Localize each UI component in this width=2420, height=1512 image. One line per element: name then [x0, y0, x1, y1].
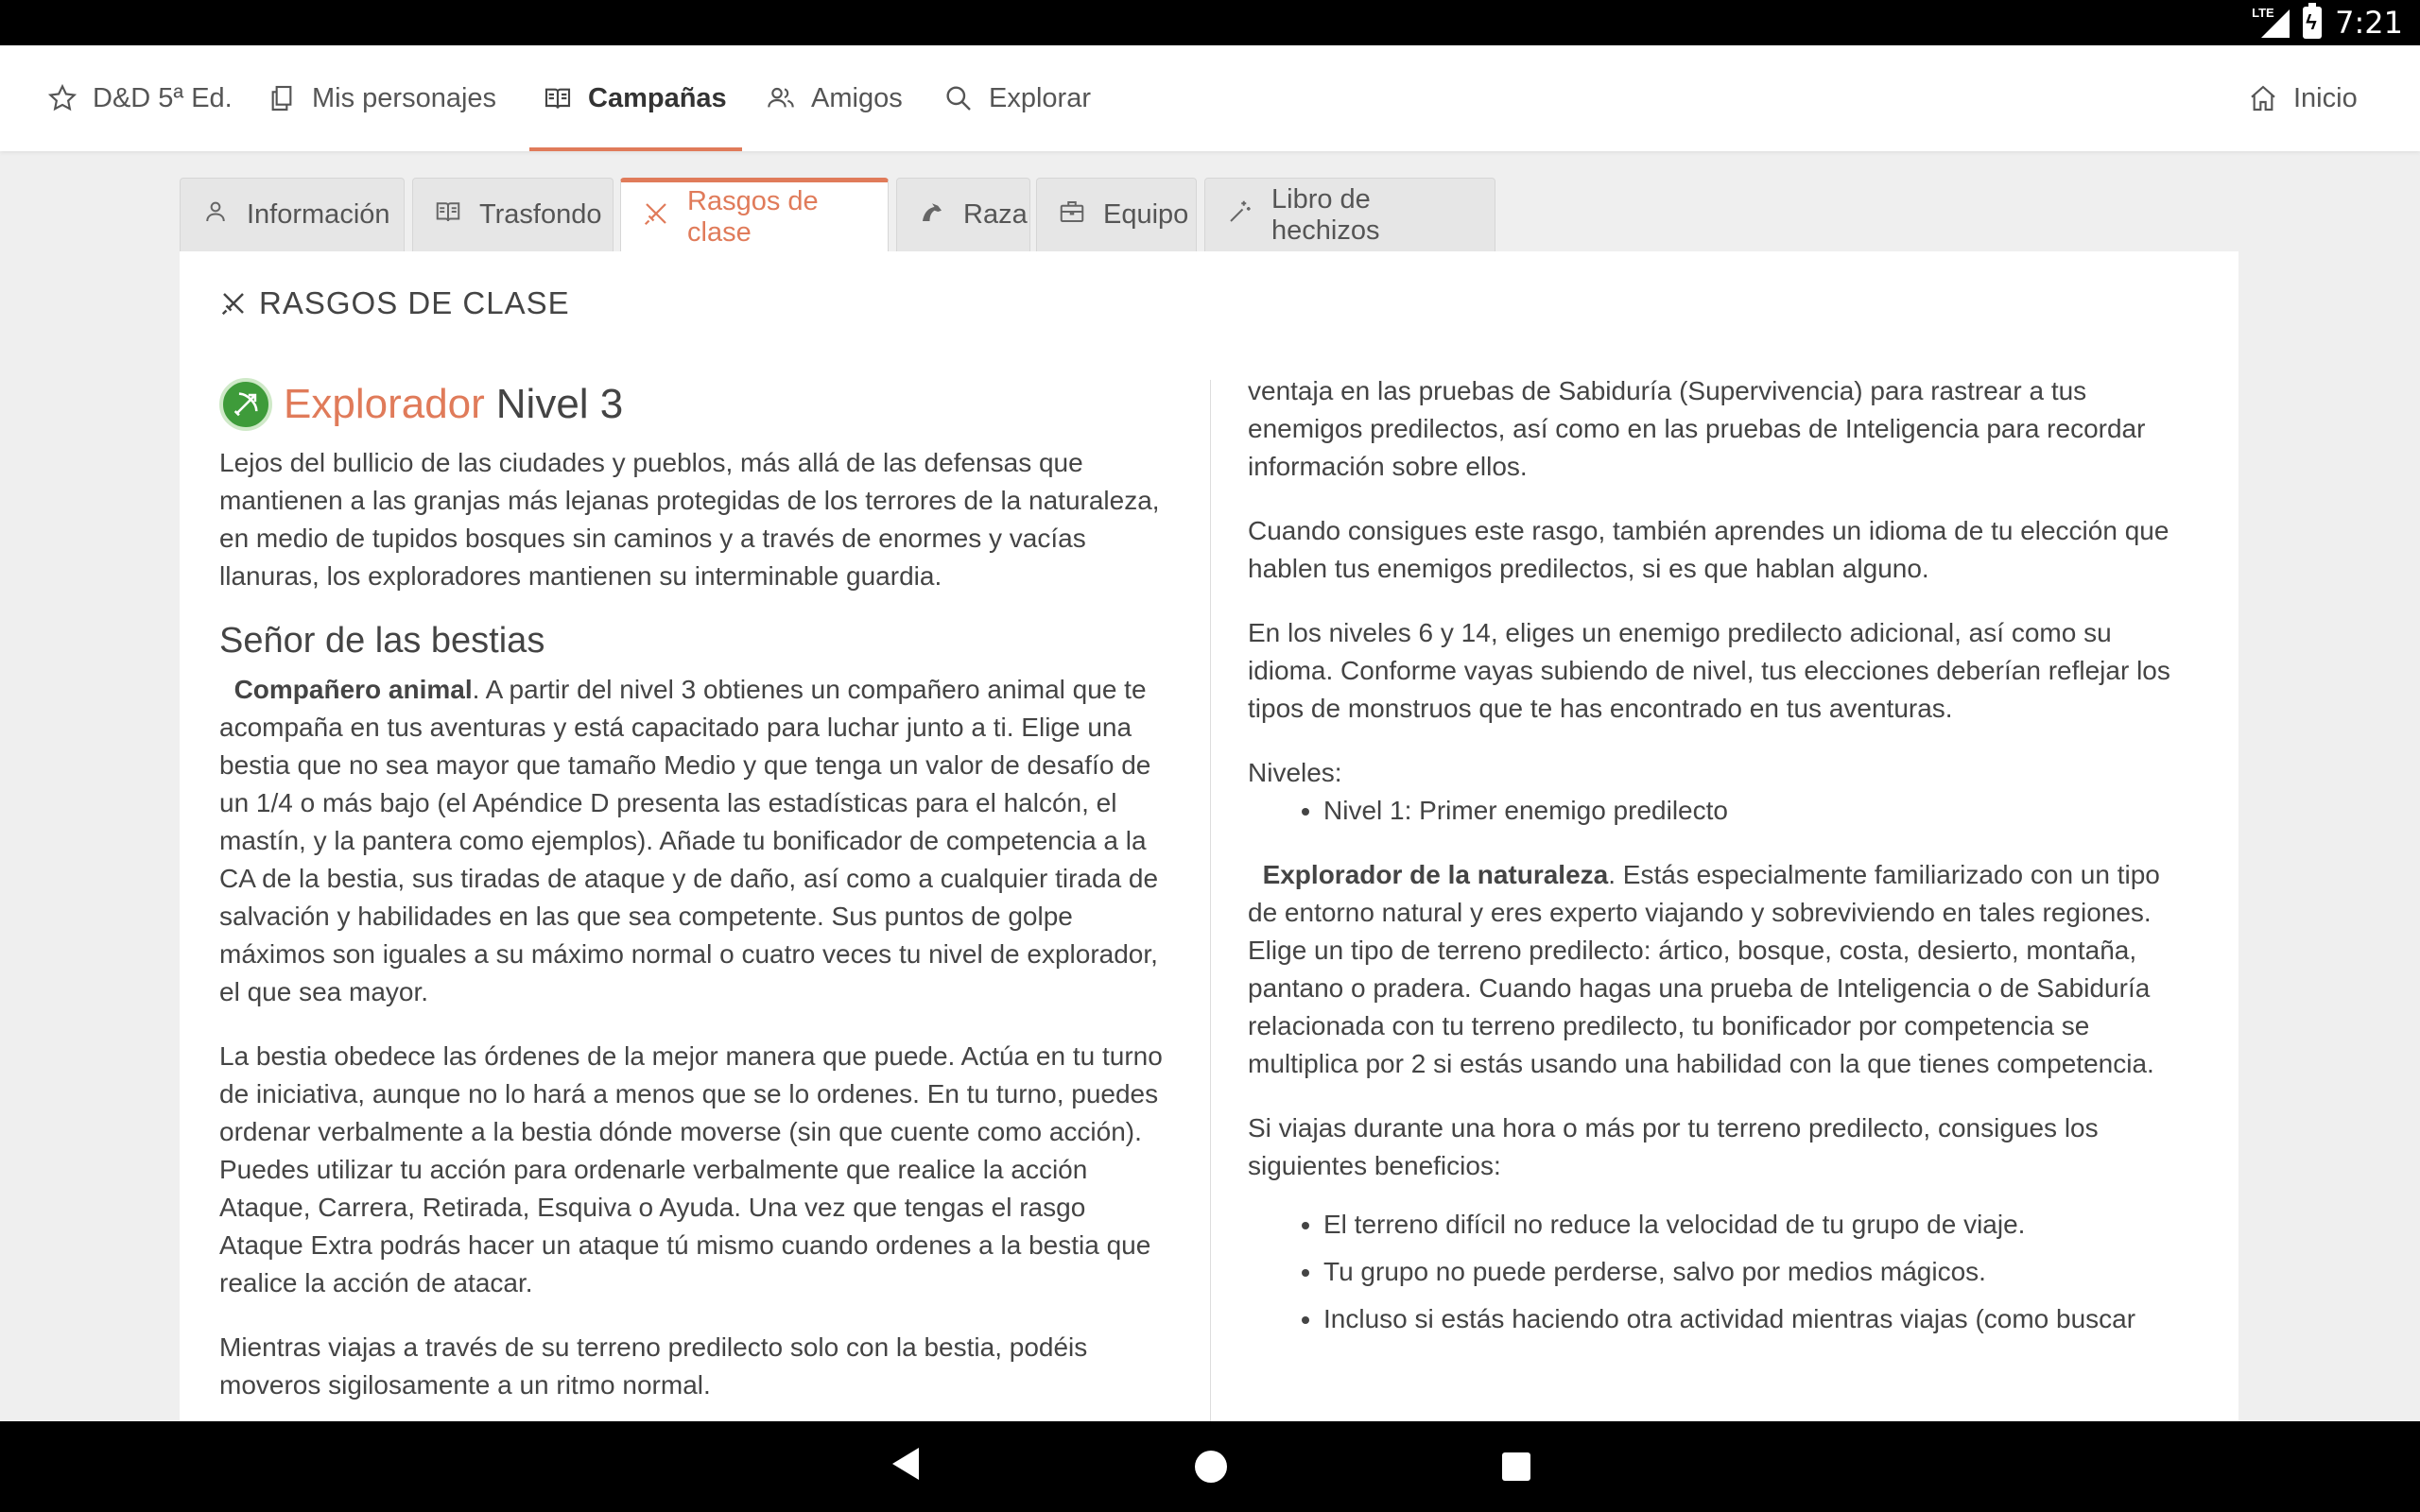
companion-title: Compañero animal — [233, 675, 473, 704]
benefits-list — [1248, 1206, 2193, 1338]
recents-icon[interactable] — [1502, 1452, 1530, 1481]
person-icon — [201, 198, 230, 233]
natural-explorer-title: Explorador de la naturaleza — [1262, 860, 1609, 889]
house-icon — [2248, 83, 2278, 113]
book-icon — [434, 198, 462, 233]
back-icon[interactable] — [892, 1448, 919, 1480]
list-item: • El terreno difícil no reduce la velocidad de tu grupo de viaje. — [1323, 1206, 2193, 1244]
list-item: • Incluso si estás haciendo otra actividad mientras viajas (como buscar — [1323, 1300, 2193, 1338]
nav-friends[interactable] — [766, 45, 903, 151]
travel-paragraph: Si viajas durante una hora o más por tu terreno predilecto, consigues los siguientes beneficios: — [1248, 1113, 2099, 1180]
nav-characters-label: Mis personajes — [312, 82, 497, 113]
class-features-panel — [180, 251, 2238, 1423]
nav-explore[interactable] — [943, 45, 1091, 151]
beast-stealth-paragraph: Mientras viajas a través de su terreno predilecto solo con la bestia, podéis moveros sigilosamente a un ritmo normal. — [219, 1332, 1088, 1400]
signal-icon: LTE — [2256, 6, 2290, 40]
levels-label: Niveles: — [1248, 758, 1342, 787]
battery-icon: ϟ — [2303, 7, 2322, 39]
status-bar — [0, 0, 2420, 45]
briefcase-icon — [1058, 198, 1086, 233]
levels-list — [1248, 792, 2193, 830]
nav-explore-label: Explorar — [989, 82, 1091, 113]
tab-spellbook[interactable] — [1204, 178, 1495, 251]
tab-background[interactable] — [412, 178, 614, 251]
tab-race[interactable] — [896, 178, 1030, 251]
nav-friends-label: Amigos — [811, 82, 903, 113]
right-column — [1248, 372, 2193, 1365]
nav-dnd-label: D&D 5ª Ed. — [93, 82, 233, 113]
search-icon — [943, 83, 974, 113]
left-column — [219, 378, 1165, 1423]
tab-equipment[interactable] — [1036, 178, 1197, 251]
class-name: Explorador — [284, 381, 485, 427]
crossed-swords-icon — [219, 289, 248, 318]
book-icon — [543, 83, 573, 113]
list-item: • Tu grupo no puede perderse, salvo por medios mágicos. — [1323, 1253, 2193, 1291]
active-underline — [529, 147, 742, 151]
extra-enemy-paragraph: En los niveles 6 y 14, eliges un enemigo predilecto adicional, así como su idioma. Conforme vayas subiendo de nivel, tus elecciones deberían reflejar los tipos de monstruos que te has encontrado en tus aventuras. — [1248, 618, 2170, 723]
documents-icon — [267, 83, 297, 113]
natural-explorer-text: . Estás especialmente familiarizado con un tipo de entorno natural y eres experto viajando y sobreviviendo en tales regiones. Elige un tipo de terreno predilecto: ártico, bosque, costa, desierto, montaña, pantano o pradera. Cuando hagas una prueba de Inteligencia o de Sabiduría relacionada con tu terreno predilecto, tu bonificador por competencia se multiplica por 2 si estás usando una habilidad con la que tienes competencia. — [1248, 860, 2160, 1078]
wand-icon — [1226, 198, 1254, 233]
tab-background-label: Trasfondo — [479, 199, 602, 230]
clock: 7:21 — [2335, 5, 2403, 41]
class-level: Nivel 3 — [495, 381, 624, 427]
favored-enemy-paragraph: ventaja en las pruebas de Sabiduría (Supervivencia) para rastrear a tus enemigos predilectos, así como en las pruebas de Inteligencia para recordar información sobre ellos. — [1248, 376, 2146, 481]
language-paragraph: Cuando consigues este rasgo, también aprendes un idioma de tu elección que hablen tus enemigos predilectos, si es que hablan alguno. — [1248, 516, 2169, 583]
system-nav-bar — [0, 1421, 2420, 1512]
nav-home[interactable] — [2248, 45, 2358, 151]
people-icon — [766, 83, 796, 113]
nav-dnd[interactable] — [47, 45, 233, 151]
subclass-title: Señor de las bestias — [219, 621, 545, 661]
list-item: • Nivel 1: Primer enemigo predilecto — [1323, 792, 2193, 830]
home-icon[interactable] — [1195, 1451, 1227, 1483]
column-divider — [1210, 380, 1211, 1423]
nav-home-label: Inicio — [2293, 82, 2358, 113]
beast-orders-paragraph: La bestia obedece las órdenes de la mejor manera que puede. Actúa en tu turno de iniciativa, aunque no lo hará a menos que se lo ordenes. En tu turno, puedes ordenar verbalmente a la bestia dónde moverse (sin que cuente como acción). Puedes utilizar tu acción para ordenarle verbalmente que realice la acción Ataque, Carrera, Retirada, Esquiva o Ayuda. Una vez que tengas el rasgo Ataque Extra podrás hacer un ataque tú mismo cuando ordenes a la bestia que realice la acción de atacar. — [219, 1041, 1163, 1297]
nav-campaigns[interactable] — [543, 45, 727, 151]
companion-paragraph — [219, 671, 1165, 1011]
dragon-icon — [918, 198, 946, 233]
tab-spellbook-label: Libro de hechizos — [1271, 183, 1380, 246]
tab-class-features-label: Rasgos de clase — [687, 185, 819, 248]
crossed-swords-icon — [642, 199, 670, 235]
tab-class-features[interactable] — [620, 178, 889, 251]
nav-campaigns-label: Campañas — [588, 82, 727, 113]
tab-race-label: Raza — [963, 199, 1028, 230]
natural-explorer-paragraph — [1248, 856, 2193, 1083]
section-title-text: RASGOS DE CLASE — [259, 285, 570, 320]
tab-info-label: Información — [247, 199, 390, 230]
companion-text: . A partir del nivel 3 obtienes un compañero animal que te acompaña en tus aventuras y está capacitado para luchar junto a ti. Elige una bestia que no sea mayor que tamaño Medio y que tenga un valor de desafío de un 1/4 o más bajo (el Apéndice D presenta las estadísticas para el halcón, el mastín, y la pantera como ejemplos). Añade tu bonificador de competencia a la CA de la bestia, sus tiradas de ataque y de daño, así como a cualquier tirada de salvación y habilidades en las que sea competente. Sus puntos de golpe máximos son iguales a su máximo normal o cuatro veces tu nivel de explorador, el que sea mayor. — [219, 675, 1159, 1006]
bow-icon — [219, 378, 272, 431]
tab-equipment-label: Equipo — [1103, 199, 1189, 230]
nav-characters[interactable] — [267, 45, 496, 151]
star-icon — [47, 83, 78, 113]
section-title — [219, 285, 570, 321]
tab-info[interactable] — [180, 178, 405, 251]
top-nav — [0, 45, 2420, 151]
class-heading — [219, 378, 1165, 431]
class-intro: Lejos del bullicio de las ciudades y pueblos, más allá de las defensas que mantienen a las granjas más lejanas protegidas de los terrores de la naturaleza, en medio de tupidos bosques sin caminos y a través de enormes y vacías llanuras, los exploradores mantienen su interminable guardia. — [219, 448, 1160, 591]
